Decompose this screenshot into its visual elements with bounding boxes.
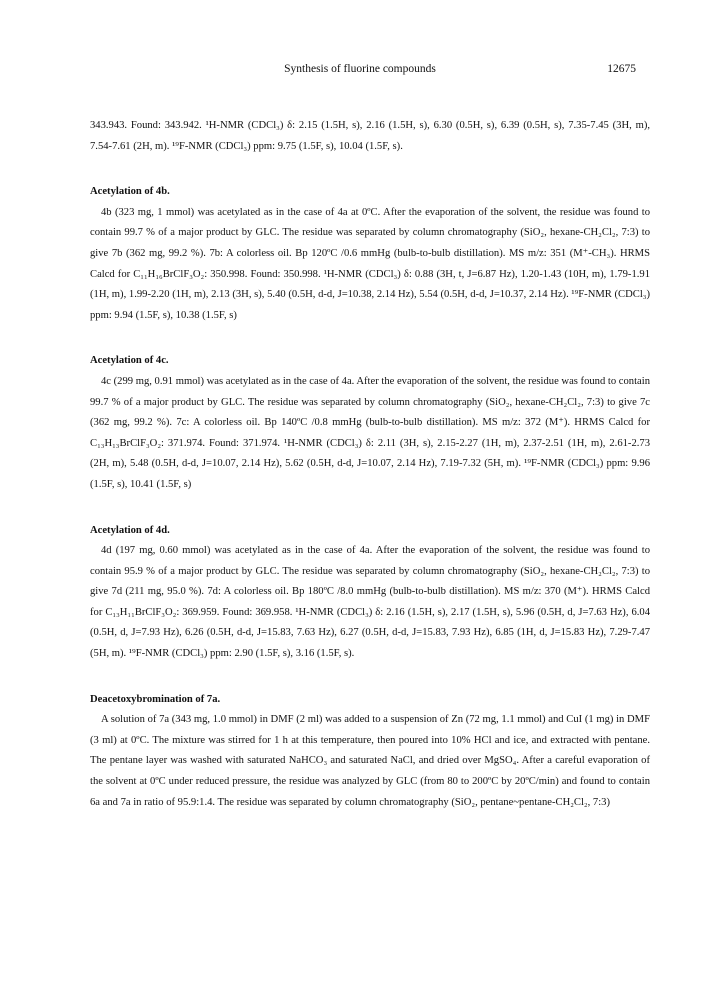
page-header — [0, 63, 720, 79]
section-heading-acetylation-4b: Acetylation of 4b. — [90, 186, 170, 198]
continued-paragraph: 343.943. Found: 343.942. ¹H-NMR (CDCl₃) δ: 2.15 (1.5H, s), 2.16 (1.5H, s), 6.30 (0.5H, s), 6.39 (0.5H, s), 7.35-7.45 (3H, m), 7.54-7.61 (2H, m). ¹⁹F-NMR (CDCl₃) ppm: 9.75 (1.5F, s), 10.04 (1.5F, s). — [90, 120, 650, 152]
section-heading-acetylation-4d: Acetylation of 4d. — [90, 524, 170, 536]
paragraph-deacetoxybromination-7a: A solution of 7a (343 mg, 1.0 mmol) in DMF (2 ml) was added to a suspension of Zn (72 mg, 1.1 mmol) and CuI (1 mg) in DMF (3 ml) at 0ºC. The mixture was stirred for 1 h at this temperature, then poured into 10% HCl and ice, and extracted with pentane. The pentane layer was washed with saturated NaHCO₃ and saturated NaCl, and dried over MgSO₄. After a careful evaporation of the solvent at 0ºC under reduced pressure, the residue was analyzed by GLC (from 80 to 200ºC by 20ºC/min) and found to contain 6a and 7a in ratio of 95.9:1.4. The residue was separated by column chromatography (SiO₂, pentane~pentane-CH₂Cl₂, 7:3) — [90, 714, 650, 808]
paragraph-acetylation-4c: 4c (299 mg, 0.91 mmol) was acetylated as in the case of 4a. After the evaporation of the solvent, the residue was found to contain 99.7 % of a major product by GLC. The residue was separated by column chromatography (SiO₂, hexane-CH₂Cl₂, 7:3) to give 7c (362 mg, 99.2 %). 7c: A colorless oil. Bp 140ºC /0.8 mmHg (bulb-to-bulb distillation). MS m/z: 372 (M⁺). HRMS Calcd for C₁₃H₁₃BrClF₃O₂: 371.974. Found: 371.974. ¹H-NMR (CDCl₃) δ: 2.11 (3H, s), 2.15-2.27 (1H, m), 2.37-2.51 (1H, m), 2.61-2.73 (2H, m), 5.48 (0.5H, d-d, J=10.07, 2.14 Hz), 5.62 (0.5H, d-d, J=10.07, 2.14 Hz), 7.19-7.32 (5H, m). ¹⁹F-NMR (CDCl₃) ppm: 9.96 (1.5F, s), 10.41 (1.5F, s) — [90, 375, 650, 490]
section-heading-deacetoxybromination-7a: Deacetoxybromination of 7a. — [90, 693, 221, 705]
paragraph-acetylation-4b: 4b (323 mg, 1 mmol) was acetylated as in the case of 4a at 0ºC. After the evaporation of the solvent, the residue was found to contain 99.7 % of a major product by GLC. The residue was separated by column chromatography (SiO₂, hexane-CH₂Cl₂, 7:3) to give 7b (362 mg, 99.2 %). 7b: A colorless oil. Bp 120ºC /0.6 mmHg (bulb-to-bulb distillation). MS m/z: 351 (M⁺-CH₃). HRMS Calcd for C₁₁H₁₆BrClF₃O₂: 350.998. Found: 350.998. ¹H-NMR (CDCl₃) δ: 0.88 (3H, t, J=6.87 Hz), 1.20-1.43 (10H, m), 1.79-1.91 (1H, m), 1.99-2.20 (1H, m), 2.13 (3H, s), 5.40 (0.5H, d-d, J=10.38, 2.14 Hz), 5.54 (0.5H, d-d, J=10.37, 2.14 Hz). ¹⁹F-NMR (CDCl₃) ppm: 9.94 (1.5F, s), 10.38 (1.5F, s) — [90, 206, 650, 321]
running-title: Synthesis of fluorine compounds — [284, 63, 436, 75]
section-heading-acetylation-4c: Acetylation of 4c. — [90, 355, 169, 367]
page-body — [90, 116, 650, 813]
paragraph-acetylation-4d: 4d (197 mg, 0.60 mmol) was acetylated as in the case of 4a. After the evaporation of the solvent, the residue was found to contain 95.9 % of a major product by GLC. The residue was separated by column chromatography (SiO₂, hexane-CH₂Cl₂, 7:3) to give 7d (211 mg, 95.0 %). 7d: A colorless oil. Bp 180ºC /8.0 mmHg (bulb-to-bulb distillation). MS m/z: 370 (M⁺). HRMS Calcd for C₁₃H₁₁BrClF₃O₂: 369.959. Found: 369.958. ¹H-NMR (CDCl₃) δ: 2.16 (1.5H, s), 2.17 (1.5H, s), 5.96 (0.5H, d, J=7.63 Hz), 6.04 (0.5H, d, J=7.93 Hz), 6.26 (0.5H, d-d, J=15.83, 7.63 Hz), 6.27 (0.5H, d-d, J=15.83, 7.93 Hz), 6.85 (1H, d, J=15.83 Hz), 7.29-7.47 (5H, m). ¹⁹F-NMR (CDCl₃) ppm: 2.90 (1.5F, s), 3.16 (1.5F, s). — [90, 545, 650, 660]
page-number: 12675 — [607, 63, 636, 75]
